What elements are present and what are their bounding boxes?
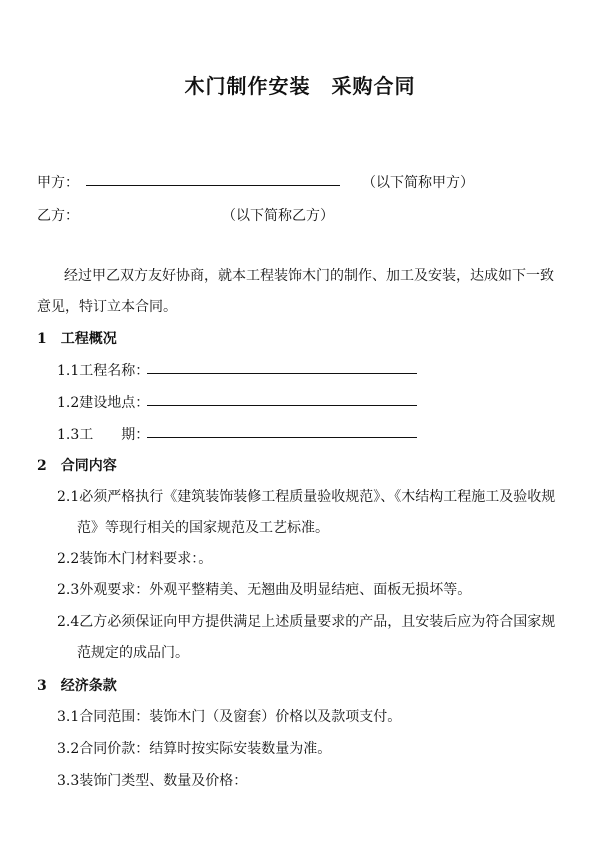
duration-blank-line (147, 437, 417, 438)
clause-3-1: 3.1合同范围：装饰木门（及窗套）价格以及款项支付。 (57, 709, 402, 725)
section-heading-2: 2 合同内容 (37, 458, 117, 474)
site-location-blank-line (147, 405, 417, 406)
party-a-blank-line (86, 185, 340, 186)
clause-2-4-line-1: 2.4乙方必须保证向甲方提供满足上述质量要求的产品，且安装后应为符合国家规 (57, 614, 556, 630)
intro-line-2: 意见，特订立本合同。 (37, 299, 177, 315)
clause-2-1-line-2: 范》等现行相关的国家规范及工艺标准。 (77, 520, 329, 536)
clause-3-2: 3.2合同价款：结算时按实际安装数量为准。 (57, 741, 332, 757)
clause-2-2: 2.2装饰木门材料要求：。 (57, 551, 213, 567)
clause-2-3: 2.3外观要求：外观平整精美、无翘曲及明显结疤、面板无损坏等。 (57, 582, 472, 598)
document-title: 木门制作安装 采购合同 (184, 74, 416, 98)
clause-2-1-line-1: 2.1必须严格执行《建筑装饰装修工程质量验收规范》、《木结构工程施工及验收规 (57, 489, 556, 505)
clause-2-4-line-2: 范规定的成品门。 (77, 645, 189, 661)
party-b-label: 乙方： (37, 208, 79, 224)
duration-label: 1.3工 期： (57, 427, 150, 443)
party-b-note: （以下简称乙方） (222, 208, 334, 224)
section-heading-3: 3 经济条款 (37, 678, 117, 694)
site-location-label: 1.2建设地点： (57, 395, 150, 411)
project-name-blank-line (147, 373, 417, 374)
section-heading-1: 1 工程概况 (37, 331, 117, 347)
clause-3-3: 3.3装饰门类型、数量及价格： (57, 773, 248, 789)
project-name-label: 1.1工程名称： (57, 363, 150, 379)
party-a-label: 甲方： (37, 175, 79, 191)
intro-line-1: 经过甲乙双方友好协商，就本工程装饰木门的制作、加工及安装，达成如下一致 (64, 268, 554, 284)
party-a-note: （以下简称甲方） (362, 175, 474, 191)
